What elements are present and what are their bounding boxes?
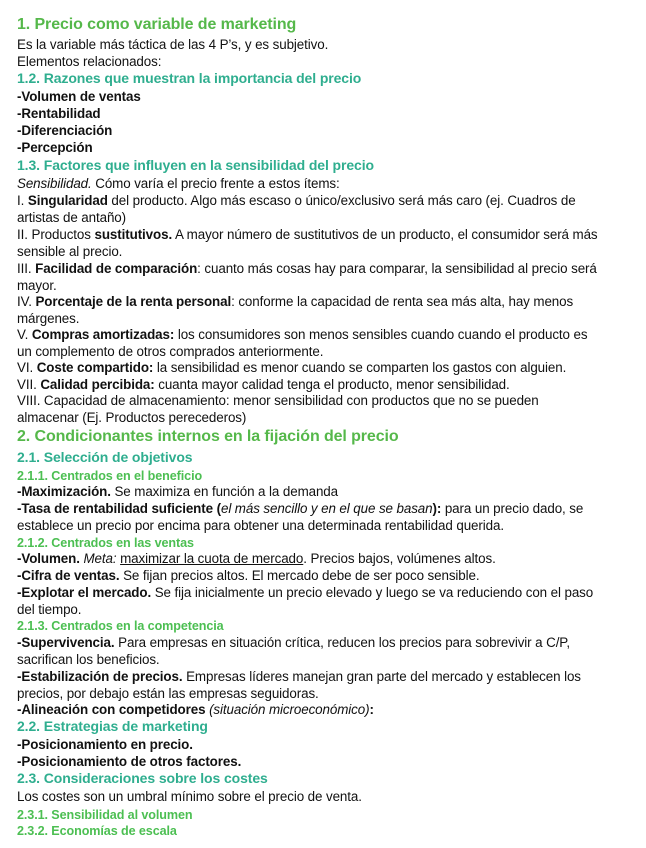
text: cuanta mayor calidad tenga el producto, menor sensibilidad. <box>154 377 510 392</box>
section-2-3-2-heading: 2.3.2. Economías de escala <box>17 824 177 838</box>
term: -Maximización. <box>17 484 111 499</box>
paragraph <box>17 176 340 192</box>
text: Cómo varía el precio frente a estos ítems: <box>91 176 340 191</box>
text: Para empresas en situación crítica, reducen los precios para sobrevivir a C/P, <box>114 635 571 650</box>
list-item <box>17 89 141 105</box>
section-1-2-heading: 1.2. Razones que muestran la importancia del precio <box>17 70 362 86</box>
section-2-1-heading: 2.1. Selección de objetivos <box>17 449 193 465</box>
term: -Explotar el mercado. <box>17 585 152 600</box>
factor-item <box>17 227 598 243</box>
term: Singularidad <box>27 193 108 208</box>
paragraph: sacrifican los beneficios. <box>17 652 160 667</box>
emphasis: (situación microeconómico) <box>209 702 370 717</box>
punctuation: ( <box>212 501 221 516</box>
text: . Precios bajos, volúmenes altos. <box>303 551 496 566</box>
text: los consumidores son menos sensibles cuando cuando el producto es <box>174 327 588 342</box>
item-text: -Volumen de ventas <box>17 89 141 104</box>
list-item <box>17 123 112 139</box>
section-1-heading: 1. Precio como variable de marketing <box>17 16 297 33</box>
text: Se fija inicialmente un precio elevado y luego se va reduciendo con el paso <box>151 585 594 600</box>
text: Empresas líderes manejan gran parte del mercado y establecen los <box>182 669 581 684</box>
list-item <box>17 585 593 601</box>
list-item <box>17 551 496 567</box>
emphasis: Sensibilidad. <box>17 176 92 191</box>
paragraph: precios, por debajo están las empresas seguidoras. <box>17 686 319 701</box>
factor-item <box>17 327 587 343</box>
paragraph: márgenes. <box>17 311 80 326</box>
factor-item <box>17 377 510 393</box>
emphasis: Meta: <box>83 551 117 566</box>
punctuation: ): <box>432 501 442 516</box>
list-item <box>17 702 374 718</box>
list-item <box>17 484 338 500</box>
text: VI. <box>17 360 37 375</box>
text: IV. <box>17 294 36 309</box>
text: A mayor número de sustitutivos de un producto, el consumidor será más <box>172 227 598 242</box>
factor-item <box>17 294 573 310</box>
paragraph: mayor. <box>17 278 57 293</box>
list-item <box>17 635 570 651</box>
paragraph: artistas de antaño) <box>17 210 127 225</box>
factor-item <box>17 261 597 277</box>
emphasis: el más sencillo y en el que se basan <box>220 501 433 516</box>
item-text: -Posicionamiento de otros factores. <box>17 754 242 769</box>
punctuation: : <box>369 702 374 717</box>
paragraph: Los costes son un umbral mínimo sobre el precio de venta. <box>17 789 362 804</box>
text: : cuanto más cosas hay para comparar, la sensibilidad al precio será <box>197 261 597 276</box>
term: -Alineación con competidores <box>17 702 206 717</box>
paragraph: establece un precio por encima para obtener una determinada rentabilidad querida. <box>17 518 504 533</box>
text: II. Productos <box>17 227 95 242</box>
text: del producto. Algo más escaso o único/exclusivo será más caro (ej. Cuadros de <box>107 193 576 208</box>
text: III. <box>17 261 36 276</box>
item-text: -Percepción <box>17 140 93 155</box>
text: la sensibilidad es menor cuando se comparten los gastos con alguien. <box>153 360 567 375</box>
item-text: -Rentabilidad <box>17 106 101 121</box>
section-2-1-2-heading: 2.1.2. Centrados en las ventas <box>17 536 194 550</box>
section-2-3-heading: 2.3. Consideraciones sobre los costes <box>17 770 268 786</box>
section-2-heading: 2. Condicionantes internos en la fijación del precio <box>17 428 399 445</box>
term: Porcentaje de la renta personal <box>35 294 232 309</box>
text: I. <box>17 193 28 208</box>
list-item <box>17 501 583 517</box>
list-item <box>17 106 101 122</box>
term: -Estabilización de precios. <box>17 669 183 684</box>
list-item <box>17 568 480 584</box>
text: V. <box>17 327 32 342</box>
factor-item: VIII. Capacidad de almacenamiento: menor sensibilidad con productos que no se pueden <box>17 393 539 408</box>
section-1-3-heading: 1.3. Factores que influyen en la sensibilidad del precio <box>17 157 374 173</box>
text: Se fijan precios altos. El mercado debe de ser poco sensible. <box>119 568 480 583</box>
item-text: -Posicionamiento en precio. <box>17 737 193 752</box>
section-2-2-heading: 2.2. Estrategias de marketing <box>17 718 208 734</box>
section-2-1-3-heading: 2.1.3. Centrados en la competencia <box>17 619 224 633</box>
term: Calidad percibida: <box>40 377 155 392</box>
list-item <box>17 669 581 685</box>
section-2-1-1-heading: 2.1.1. Centrados en el beneficio <box>17 469 203 483</box>
paragraph: un complemento de otros comprados anteriormente. <box>17 344 324 359</box>
term: sustitutivos. <box>94 227 173 242</box>
term: -Volumen. <box>17 551 80 566</box>
term: Compras amortizadas: <box>31 327 175 342</box>
factor-item <box>17 193 576 209</box>
paragraph: almacenar (Ej. Productos perecederos) <box>17 410 247 425</box>
text: para un precio dado, se <box>441 501 584 516</box>
text: VII. <box>17 377 41 392</box>
paragraph: Es la variable más táctica de las 4 P’s, y es subjetivo. <box>17 37 329 52</box>
term: Coste compartido: <box>36 360 154 375</box>
factor-item <box>17 360 566 376</box>
term: Facilidad de comparación <box>35 261 198 276</box>
underlined-text: maximizar la cuota de mercado <box>120 551 304 566</box>
item-text: -Diferenciación <box>17 123 113 138</box>
term: -Tasa de rentabilidad suficiente <box>17 501 213 516</box>
paragraph: Elementos relacionados: <box>17 54 162 69</box>
list-item <box>17 140 93 156</box>
term: -Cifra de ventas. <box>17 568 120 583</box>
paragraph: sensible al precio. <box>17 244 123 259</box>
term: -Supervivencia. <box>17 635 115 650</box>
section-2-3-1-heading: 2.3.1. Sensibilidad al volumen <box>17 808 193 822</box>
paragraph: del tiempo. <box>17 602 82 617</box>
list-item <box>17 737 193 753</box>
list-item <box>17 754 241 770</box>
text: : conforme la capacidad de renta sea más alta, hay menos <box>231 294 574 309</box>
text: Se maximiza en función a la demanda <box>110 484 339 499</box>
